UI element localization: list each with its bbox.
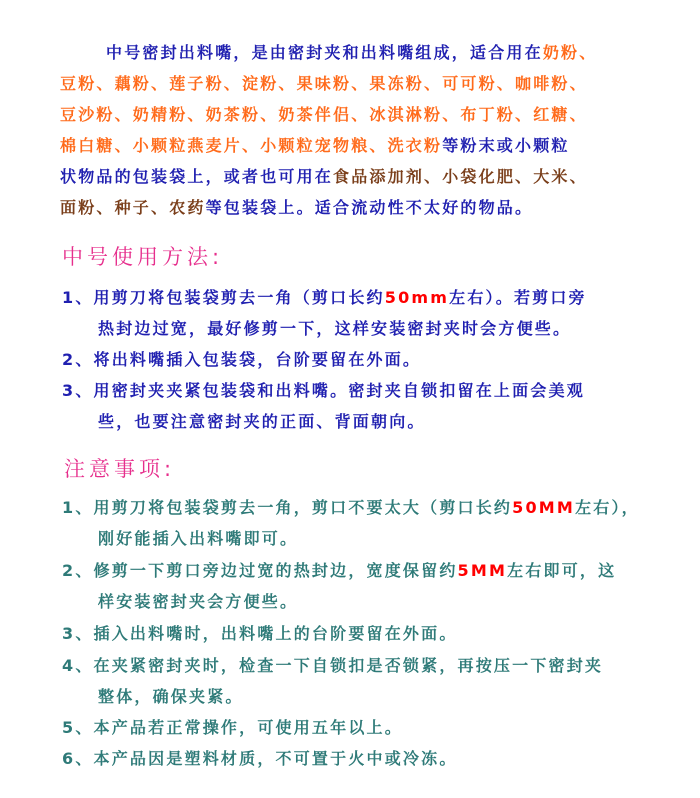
usage-item-text: 1、用剪刀将包装袋剪去一角（剪口长约 — [62, 288, 385, 307]
intro-line-4 — [60, 135, 570, 157]
intro-line-2: 豆粉、藕粉、莲子粉、淀粉、果味粉、果冻粉、可可粉、咖啡粉、 — [60, 74, 588, 93]
note-item-3: 3、插入出料嘴时，出料嘴上的台阶要留在外面。 — [62, 624, 458, 643]
intro-text: 状物品的包装袋上，或者也可用在 — [60, 167, 334, 186]
intro-text: 等粉末或小颗粒 — [442, 136, 570, 155]
notes-heading: 注意事项: — [64, 457, 176, 481]
intro-line-6 — [60, 197, 533, 219]
cut-length-value: 50mm — [384, 288, 450, 307]
usage-item-3-cont: 些，也要注意密封夹的正面、背面朝向。 — [98, 412, 426, 431]
note-item-5: 5、本产品若正常操作，可使用五年以上。 — [62, 718, 403, 737]
note-item-text: 左右）， — [575, 498, 640, 517]
usage-item-3: 3、用密封夹夹紧包装袋和出料嘴。密封夹自锁扣留在上面会美观 — [62, 381, 585, 400]
usage-item-1 — [62, 287, 587, 309]
note-item-4: 4、在夹紧密封夹时，检查一下自锁扣是否锁紧，再按压一下密封夹 — [62, 656, 604, 675]
note-item-2 — [62, 560, 616, 582]
intro-line-3: 豆沙粉、奶精粉、奶茶粉、奶茶伴侣、冰淇淋粉、布丁粉、红糖、 — [60, 105, 588, 124]
usage-item-2: 2、将出料嘴插入包装袋，台阶要留在外面。 — [62, 350, 422, 369]
cut-length-value: 50MM — [512, 498, 576, 517]
note-item-1-cont: 刚好能插入出料嘴即可。 — [98, 529, 299, 548]
intro-line-5 — [60, 166, 588, 188]
intro-text: 中号密封出料嘴，是由密封夹和出料嘴组成，适合用在 — [106, 43, 543, 62]
usage-item-1-cont: 热封边过宽，最好修剪一下，这样安装密封夹时会方便些。 — [98, 319, 572, 338]
note-item-4-cont: 整体，确保夹紧。 — [98, 687, 244, 706]
note-item-1 — [62, 497, 640, 519]
intro-line-1 — [106, 42, 597, 64]
intro-product-list: 奶粉、 — [542, 43, 598, 62]
note-item-6: 6、本产品因是塑料材质，不可置于火中或冷冻。 — [62, 749, 458, 768]
seal-width-value: 5MM — [457, 561, 508, 580]
intro-product-list: 食品添加剂、小袋化肥、大米、 — [333, 167, 588, 186]
note-item-text: 1、用剪刀将包装袋剪去一角，剪口不要太大（剪口长约 — [62, 498, 513, 517]
note-item-text: 2、修剪一下剪口旁边过宽的热封边，宽度保留约 — [62, 561, 458, 580]
intro-text: 等包装袋上。适合流动性不太好的物品。 — [205, 198, 534, 217]
intro-product-list: 面粉、种子、农药 — [60, 198, 206, 217]
note-item-text: 左右即可，这 — [507, 561, 617, 580]
usage-heading: 中号使用方法: — [62, 245, 224, 269]
intro-product-list: 棉白糖、小颗粒燕麦片、小颗粒宠物粮、洗衣粉 — [60, 136, 443, 155]
usage-item-text: 左右）。若剪口旁 — [449, 288, 587, 307]
note-item-2-cont: 样安装密封夹会方便些。 — [98, 592, 299, 611]
